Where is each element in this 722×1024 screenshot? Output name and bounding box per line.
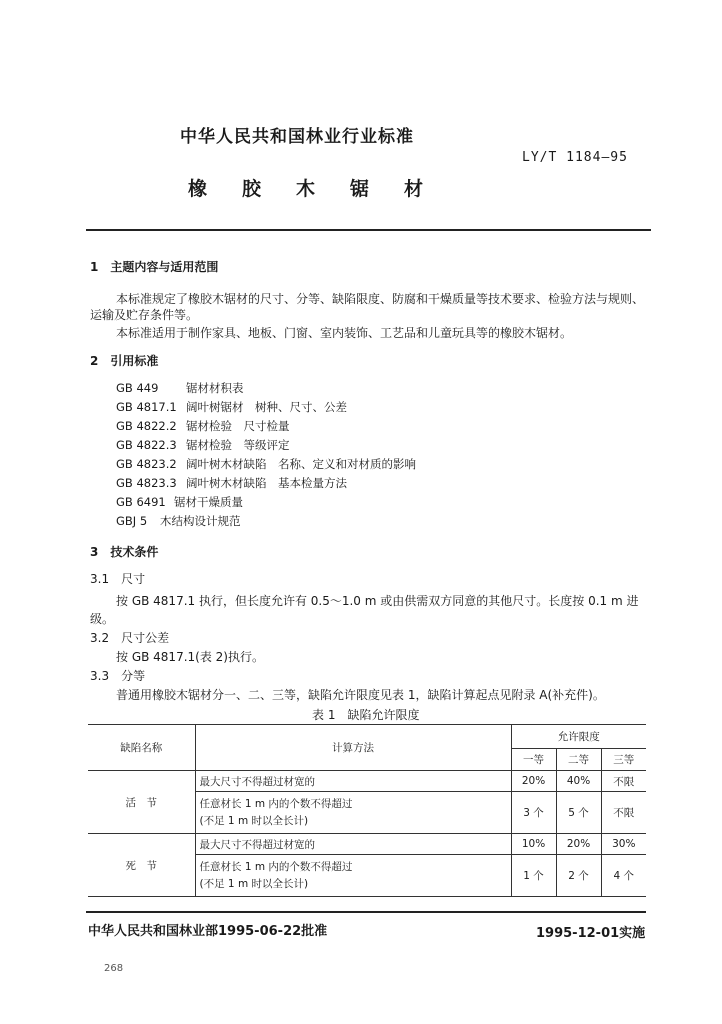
grade-1-cell: 10%: [511, 834, 556, 855]
table-header-row: [88, 725, 646, 749]
reference-title: 锯材检验 尺寸检量: [186, 419, 290, 433]
section-1-para-2: 本标准适用于制作家具、地板、门窗、室内装饰、工艺品和儿童玩具等的橡胶木锯材。: [116, 326, 573, 340]
reference-title: 阔叶树锯材 树种、尺寸、公差: [186, 400, 347, 414]
reference-title: 木结构设计规范: [160, 514, 241, 528]
method-cell: 最大尺寸不得超过材宽的: [195, 771, 511, 792]
header-divider: [86, 229, 651, 231]
reference-title: 锯材材积表: [186, 381, 244, 395]
reference-item: [116, 513, 241, 529]
reference-code: GB 6491: [116, 495, 166, 509]
standard-code: LY/T 1184—95: [522, 150, 628, 165]
reference-item: [116, 399, 347, 415]
grade-2-cell: 2 个: [556, 855, 601, 897]
header-grade-2: 二等: [556, 749, 601, 771]
section-1-para-1b: 运输及贮存条件等。: [90, 308, 199, 322]
section-3-1-para-a: 按 GB 4817.1 执行，但长度允许有 0.5～1.0 m 或由供需双方同意的其他尺寸。长度按 0.1 m 进: [116, 594, 639, 608]
section-3-1-para-b: 级。: [90, 612, 115, 626]
reference-title: 锯材干燥质量: [174, 495, 243, 509]
reference-item: [116, 418, 290, 434]
header-grade-3: 三等: [601, 749, 646, 771]
table-row: [88, 771, 646, 792]
title-char: 胶: [242, 178, 262, 200]
table-row: [88, 834, 646, 855]
reference-item: [116, 494, 243, 510]
reference-item: [116, 475, 347, 491]
section-3-2-heading: 3.2 尺寸公差: [90, 631, 170, 645]
reference-code: GBJ 5: [116, 514, 148, 528]
defect-name-cell: 活 节: [88, 771, 195, 834]
grade-1-cell: 1 个: [511, 855, 556, 897]
title-char: 橡: [188, 178, 208, 200]
grade-2-cell: 5 个: [556, 792, 601, 834]
footer-divider: [86, 911, 646, 913]
grade-3-cell: 不限: [601, 771, 646, 792]
grade-2-cell: 40%: [556, 771, 601, 792]
header-grade-1: 一等: [511, 749, 556, 771]
method-note: (不足 1 m 时以全长计): [199, 877, 309, 890]
method-cell: [195, 792, 511, 834]
section-3-2-para: 按 GB 4817.1(表 2)执行。: [116, 650, 264, 664]
header-allowance: 允许限度: [511, 725, 646, 749]
section-1-para-1a: 本标准规定了橡胶木锯材的尺寸、分等、缺陷限度、防腐和干燥质量等技术要求、检验方法与规则、: [116, 292, 645, 306]
header-defect-name: 缺陷名称: [88, 725, 195, 771]
reference-code: GB 4823.3: [116, 476, 177, 490]
header-method: 计算方法: [195, 725, 511, 771]
grade-3-cell: 不限: [601, 792, 646, 834]
title-char: 锯: [350, 178, 370, 200]
defect-limits-table: [88, 724, 646, 897]
reference-code: GB 449: [116, 381, 159, 395]
title-char: 木: [296, 178, 316, 200]
defect-name-cell: 死 节: [88, 834, 195, 897]
reference-title: 阔叶树木材缺陷 名称、定义和对材质的影响: [186, 457, 416, 471]
grade-1-cell: 20%: [511, 771, 556, 792]
section-3-3-heading: 3.3 分等: [90, 669, 146, 683]
ministry-title: 中华人民共和国林业行业标准: [180, 127, 414, 147]
section-3-1-heading: 3.1 尺寸: [90, 572, 146, 586]
method-line: 任意材长 1 m 内的个数不得超过: [199, 797, 353, 810]
section-3-heading: 3 技术条件: [90, 545, 159, 559]
reference-title: 阔叶树木材缺陷 基本检量方法: [186, 476, 347, 490]
grade-3-cell: 30%: [601, 834, 646, 855]
grade-1-cell: 3 个: [511, 792, 556, 834]
reference-title: 锯材检验 等级评定: [186, 438, 290, 452]
method-note: (不足 1 m 时以全长计): [199, 814, 309, 827]
grade-2-cell: 20%: [556, 834, 601, 855]
method-line: 任意材长 1 m 内的个数不得超过: [199, 860, 353, 873]
reference-item: [116, 437, 290, 453]
reference-code: GB 4822.3: [116, 438, 177, 452]
section-2-heading: 2 引用标准: [90, 354, 159, 368]
title-char: 材: [404, 178, 424, 200]
reference-code: GB 4822.2: [116, 419, 177, 433]
reference-code: GB 4817.1: [116, 400, 177, 414]
method-cell: [195, 855, 511, 897]
approval-line: 中华人民共和国林业部1995-06-22批准: [88, 924, 328, 939]
method-cell: 最大尺寸不得超过材宽的: [195, 834, 511, 855]
page-number: 268: [104, 963, 124, 974]
reference-item: [116, 380, 244, 396]
grade-3-cell: 4 个: [601, 855, 646, 897]
table-caption: 表 1 缺陷允许限度: [312, 708, 420, 722]
reference-code: GB 4823.2: [116, 457, 177, 471]
document-title: [188, 174, 458, 201]
effective-date: 1995-12-01实施: [536, 926, 646, 941]
section-1-heading: 1 主题内容与适用范围: [90, 260, 219, 274]
section-3-3-para: 普通用橡胶木锯材分一、二、三等，缺陷允许限度见表 1，缺陷计算起点见附录 A(补充件)。: [116, 688, 605, 702]
reference-item: [116, 456, 416, 472]
